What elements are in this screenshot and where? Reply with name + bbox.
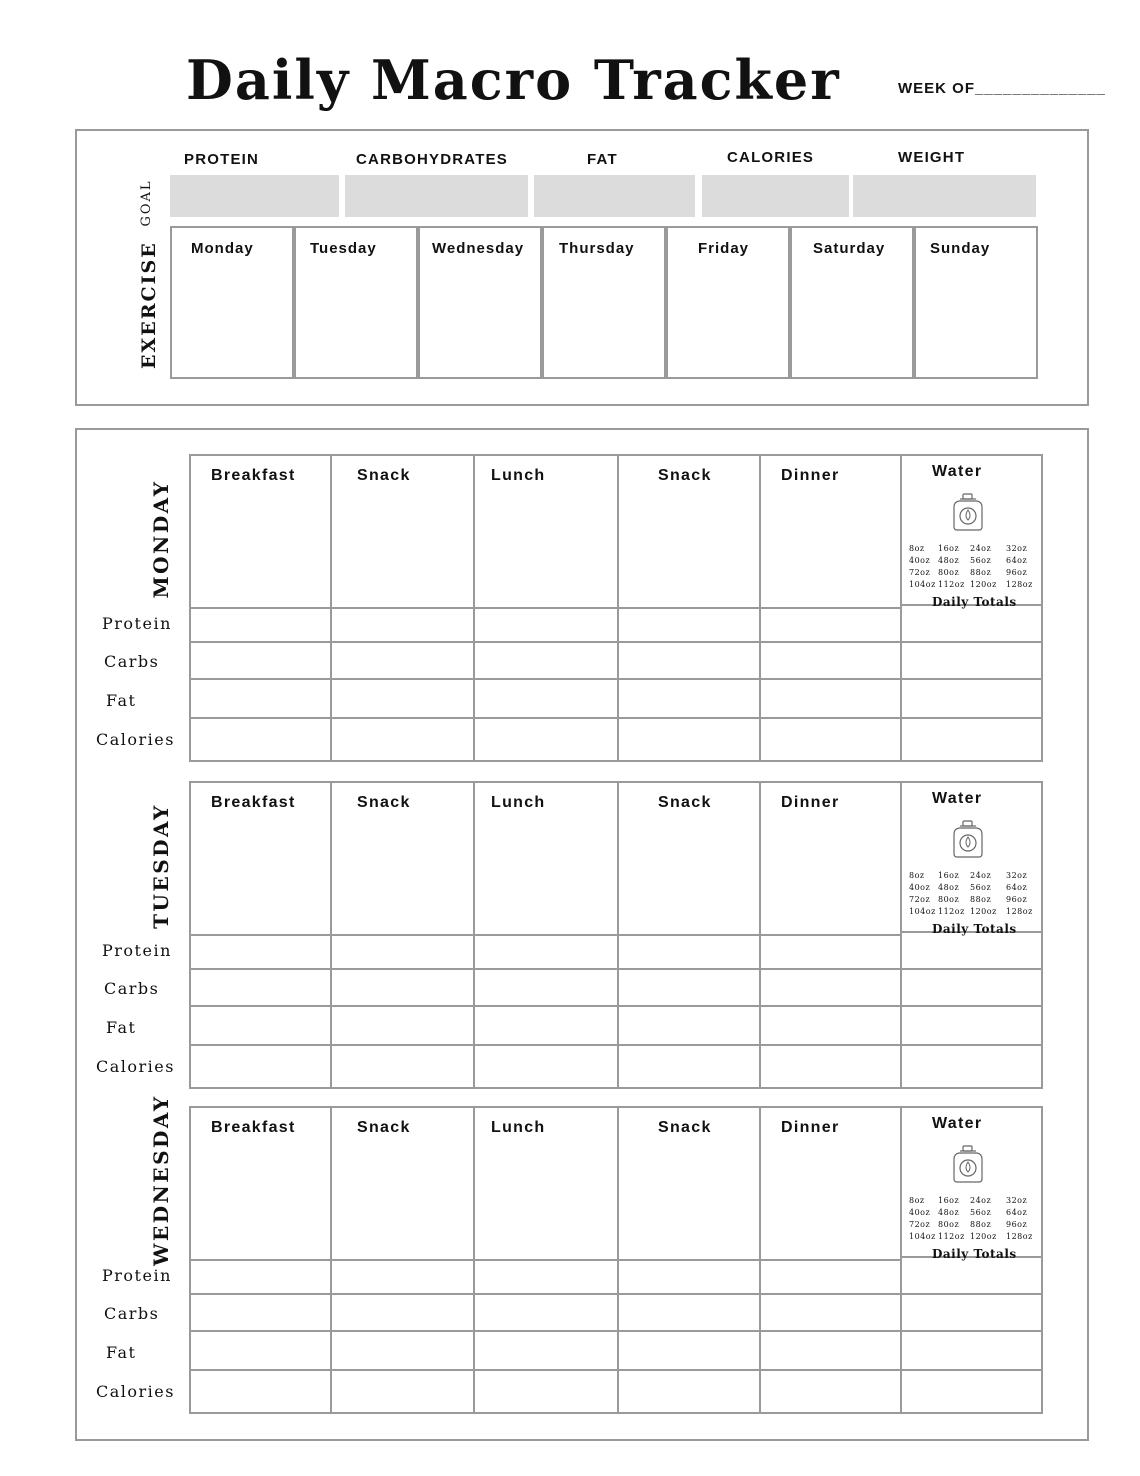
meal-entry-cell[interactable] bbox=[332, 821, 473, 931]
goal-input-calories[interactable] bbox=[702, 175, 849, 217]
macro-entry-cell[interactable] bbox=[902, 1371, 1041, 1412]
macro-row-label: Fat bbox=[106, 1343, 137, 1362]
macro-entry-cell[interactable] bbox=[619, 719, 759, 760]
macro-entry-cell[interactable] bbox=[902, 1007, 1041, 1044]
water-ounce-mark[interactable]: 128oz bbox=[1006, 580, 1033, 589]
macro-entry-cell[interactable] bbox=[332, 719, 473, 760]
macro-entry-cell[interactable] bbox=[475, 719, 617, 760]
macro-entry-cell[interactable] bbox=[191, 643, 330, 678]
macro-row-label: Calories bbox=[96, 1382, 175, 1401]
water-jug-icon[interactable] bbox=[951, 1144, 985, 1184]
macro-entry-cell[interactable] bbox=[191, 1295, 330, 1330]
meal-entry-cell[interactable] bbox=[761, 494, 900, 604]
exercise-box-saturday[interactable] bbox=[790, 226, 914, 379]
exercise-day-label: Tuesday bbox=[310, 240, 377, 257]
macro-entry-cell[interactable] bbox=[761, 970, 900, 1005]
macro-entry-cell[interactable] bbox=[902, 1046, 1041, 1087]
macro-entry-cell[interactable] bbox=[332, 680, 473, 717]
meal-header: Snack bbox=[357, 467, 411, 484]
water-ounce-mark[interactable]: 56oz bbox=[970, 1208, 992, 1217]
water-header: Water bbox=[932, 463, 983, 480]
exercise-day-label: Sunday bbox=[930, 240, 991, 257]
macro-entry-cell[interactable] bbox=[332, 1332, 473, 1369]
macro-entry-cell[interactable] bbox=[761, 936, 900, 968]
macro-entry-cell[interactable] bbox=[619, 970, 759, 1005]
water-ounce-mark[interactable]: 88oz bbox=[970, 1220, 992, 1229]
water-ounce-mark[interactable]: 16oz bbox=[938, 871, 960, 880]
macro-entry-cell[interactable] bbox=[761, 719, 900, 760]
exercise-day-label: Wednesday bbox=[432, 240, 525, 257]
macro-entry-cell[interactable] bbox=[191, 719, 330, 760]
water-ounce-mark[interactable]: 64oz bbox=[1006, 556, 1028, 565]
exercise-day-label: Monday bbox=[191, 240, 254, 257]
meal-entry-cell[interactable] bbox=[332, 494, 473, 604]
water-ounce-mark[interactable]: 32oz bbox=[1006, 1196, 1028, 1205]
macro-entry-cell[interactable] bbox=[761, 1332, 900, 1369]
macro-entry-cell[interactable] bbox=[761, 1295, 900, 1330]
goal-input-fat[interactable] bbox=[534, 175, 695, 217]
macro-entry-cell[interactable] bbox=[191, 1046, 330, 1087]
exercise-day-label: Saturday bbox=[813, 240, 886, 257]
meal-header: Snack bbox=[357, 1119, 411, 1136]
exercise-box-sunday[interactable] bbox=[914, 226, 1038, 379]
water-ounce-mark[interactable]: 16oz bbox=[938, 1196, 960, 1205]
macro-entry-cell[interactable] bbox=[619, 1046, 759, 1087]
macro-entry-cell[interactable] bbox=[475, 1007, 617, 1044]
meal-header: Snack bbox=[658, 1119, 712, 1136]
water-ounce-mark[interactable]: 24oz bbox=[970, 871, 992, 880]
water-ounce-mark[interactable]: 16oz bbox=[938, 544, 960, 553]
exercise-box-thursday[interactable] bbox=[542, 226, 666, 379]
meal-entry-cell[interactable] bbox=[619, 821, 759, 931]
macro-row-label: Calories bbox=[96, 730, 175, 749]
macro-row-label: Protein bbox=[102, 614, 172, 633]
macro-entry-cell[interactable] bbox=[475, 680, 617, 717]
meal-header: Lunch bbox=[491, 1119, 546, 1136]
goal-input-weight[interactable] bbox=[853, 175, 1036, 217]
macro-entry-cell[interactable] bbox=[191, 1371, 330, 1412]
water-ounce-mark[interactable]: 24oz bbox=[970, 1196, 992, 1205]
meal-entry-cell[interactable] bbox=[475, 1146, 617, 1256]
macro-entry-cell[interactable] bbox=[902, 609, 1041, 641]
macro-row-label: Calories bbox=[96, 1057, 175, 1076]
macro-entry-cell[interactable] bbox=[761, 1007, 900, 1044]
meal-header: Lunch bbox=[491, 467, 546, 484]
meal-entry-cell[interactable] bbox=[191, 821, 330, 931]
water-ounce-mark[interactable]: 24oz bbox=[970, 544, 992, 553]
meal-header: Snack bbox=[658, 794, 712, 811]
meal-entry-cell[interactable] bbox=[332, 1146, 473, 1256]
macro-entry-cell[interactable] bbox=[902, 936, 1041, 968]
macro-entry-cell[interactable] bbox=[902, 970, 1041, 1005]
page-title: Daily Macro Tracker bbox=[186, 48, 841, 112]
water-ounce-mark[interactable]: 72oz bbox=[909, 895, 931, 904]
macro-entry-cell[interactable] bbox=[619, 936, 759, 968]
macro-entry-cell[interactable] bbox=[761, 1261, 900, 1293]
exercise-box-friday[interactable] bbox=[666, 226, 790, 379]
water-ounce-mark[interactable]: 80oz bbox=[938, 568, 960, 577]
macro-entry-cell[interactable] bbox=[902, 1295, 1041, 1330]
macro-entry-cell[interactable] bbox=[475, 1295, 617, 1330]
water-ounce-mark[interactable]: 96oz bbox=[1006, 895, 1028, 904]
water-ounce-mark[interactable]: 8oz bbox=[909, 544, 925, 553]
daily-totals-label: Daily Totals bbox=[932, 1247, 1017, 1261]
macro-entry-cell[interactable] bbox=[332, 1007, 473, 1044]
goal-side-label: GOAL bbox=[139, 179, 154, 227]
day-label-wednesday: WEDNESDAY bbox=[149, 1094, 173, 1266]
macro-entry-cell[interactable] bbox=[475, 936, 617, 968]
macro-entry-cell[interactable] bbox=[619, 680, 759, 717]
macro-entry-cell[interactable] bbox=[475, 970, 617, 1005]
goal-header-weight: WEIGHT bbox=[898, 149, 966, 166]
water-ounce-mark[interactable]: 128oz bbox=[1006, 907, 1033, 916]
goal-header-calories: CALORIES bbox=[727, 149, 815, 166]
day-label-monday: MONDAY bbox=[149, 479, 173, 599]
water-ounce-mark[interactable]: 72oz bbox=[909, 568, 931, 577]
macro-entry-cell[interactable] bbox=[761, 1371, 900, 1412]
meal-entry-cell[interactable] bbox=[475, 821, 617, 931]
macro-entry-cell[interactable] bbox=[619, 1295, 759, 1330]
macro-entry-cell[interactable] bbox=[191, 936, 330, 968]
water-ounce-mark[interactable]: 40oz bbox=[909, 556, 931, 565]
macro-entry-cell[interactable] bbox=[191, 1332, 330, 1369]
water-ounce-mark[interactable]: 120oz bbox=[970, 580, 997, 589]
water-jug-icon[interactable] bbox=[951, 492, 985, 532]
meal-header: Breakfast bbox=[211, 1119, 296, 1136]
exercise-day-label: Thursday bbox=[559, 240, 635, 257]
water-ounce-mark[interactable]: 40oz bbox=[909, 1208, 931, 1217]
macro-entry-cell[interactable] bbox=[191, 680, 330, 717]
goal-header-fat: FAT bbox=[587, 151, 618, 168]
macro-entry-cell[interactable] bbox=[332, 1261, 473, 1293]
water-ounce-mark[interactable]: 40oz bbox=[909, 883, 931, 892]
macro-entry-cell[interactable] bbox=[332, 1371, 473, 1412]
meal-header: Dinner bbox=[781, 794, 840, 811]
macro-entry-cell[interactable] bbox=[332, 1295, 473, 1330]
water-ounce-mark[interactable]: 8oz bbox=[909, 1196, 925, 1205]
macro-row-label: Protein bbox=[102, 941, 172, 960]
macro-entry-cell[interactable] bbox=[332, 936, 473, 968]
macro-entry-cell[interactable] bbox=[475, 609, 617, 641]
meal-entry-cell[interactable] bbox=[475, 494, 617, 604]
exercise-side-label: EXERCISE bbox=[138, 241, 160, 369]
week-of-field[interactable]: WEEK OF______________ bbox=[898, 80, 1106, 97]
meal-header: Snack bbox=[658, 467, 712, 484]
macro-entry-cell[interactable] bbox=[619, 1332, 759, 1369]
macro-entry-cell[interactable] bbox=[619, 1007, 759, 1044]
goal-header-carbohydrates: CARBOHYDRATES bbox=[356, 151, 508, 168]
macro-entry-cell[interactable] bbox=[191, 1261, 330, 1293]
water-header: Water bbox=[932, 790, 983, 807]
meal-header: Snack bbox=[357, 794, 411, 811]
meal-header: Lunch bbox=[491, 794, 546, 811]
macro-entry-cell[interactable] bbox=[902, 1332, 1041, 1369]
goal-input-protein[interactable] bbox=[170, 175, 339, 217]
macro-entry-cell[interactable] bbox=[475, 1261, 617, 1293]
water-ounce-mark[interactable]: 48oz bbox=[938, 556, 960, 565]
water-ounce-mark[interactable]: 112oz bbox=[938, 907, 965, 916]
water-ounce-mark[interactable]: 112oz bbox=[938, 580, 965, 589]
macro-entry-cell[interactable] bbox=[619, 609, 759, 641]
macro-entry-cell[interactable] bbox=[761, 680, 900, 717]
goal-input-carbohydrates[interactable] bbox=[345, 175, 528, 217]
water-jug-icon[interactable] bbox=[951, 819, 985, 859]
water-header: Water bbox=[932, 1115, 983, 1132]
meal-entry-cell[interactable] bbox=[619, 1146, 759, 1256]
meal-entry-cell[interactable] bbox=[761, 1146, 900, 1256]
daily-totals-label: Daily Totals bbox=[932, 595, 1017, 609]
macro-entry-cell[interactable] bbox=[761, 643, 900, 678]
water-ounce-mark[interactable]: 104oz bbox=[909, 1232, 936, 1241]
water-ounce-mark[interactable]: 48oz bbox=[938, 883, 960, 892]
meal-entry-cell[interactable] bbox=[761, 821, 900, 931]
exercise-day-label: Friday bbox=[698, 240, 750, 257]
macro-entry-cell[interactable] bbox=[902, 1261, 1041, 1293]
macro-entry-cell[interactable] bbox=[761, 609, 900, 641]
water-ounce-mark[interactable]: 112oz bbox=[938, 1232, 965, 1241]
macro-entry-cell[interactable] bbox=[332, 1046, 473, 1087]
macro-entry-cell[interactable] bbox=[475, 1371, 617, 1412]
macro-entry-cell[interactable] bbox=[902, 643, 1041, 678]
macro-row-label: Carbs bbox=[104, 1304, 160, 1323]
macro-entry-cell[interactable] bbox=[619, 643, 759, 678]
water-ounce-mark[interactable]: 120oz bbox=[970, 907, 997, 916]
goal-header-protein: PROTEIN bbox=[184, 151, 260, 168]
water-ounce-mark[interactable]: 104oz bbox=[909, 907, 936, 916]
meal-header: Dinner bbox=[781, 1119, 840, 1136]
day-label-tuesday: TUESDAY bbox=[149, 803, 173, 929]
macro-entry-cell[interactable] bbox=[619, 1371, 759, 1412]
meal-entry-cell[interactable] bbox=[191, 494, 330, 604]
macro-entry-cell[interactable] bbox=[902, 680, 1041, 717]
water-ounce-mark[interactable]: 56oz bbox=[970, 556, 992, 565]
meal-header: Breakfast bbox=[211, 467, 296, 484]
water-ounce-mark[interactable]: 32oz bbox=[1006, 544, 1028, 553]
macro-entry-cell[interactable] bbox=[761, 1046, 900, 1087]
water-ounce-mark[interactable]: 56oz bbox=[970, 883, 992, 892]
meal-entry-cell[interactable] bbox=[191, 1146, 330, 1256]
water-ounce-mark[interactable]: 80oz bbox=[938, 895, 960, 904]
macro-entry-cell[interactable] bbox=[902, 719, 1041, 760]
exercise-box-monday[interactable] bbox=[170, 226, 294, 379]
water-ounce-mark[interactable]: 80oz bbox=[938, 1220, 960, 1229]
meal-header: Breakfast bbox=[211, 794, 296, 811]
macro-row-label: Fat bbox=[106, 1018, 137, 1037]
water-ounce-mark[interactable]: 32oz bbox=[1006, 871, 1028, 880]
water-ounce-mark[interactable]: 64oz bbox=[1006, 1208, 1028, 1217]
macro-row-label: Fat bbox=[106, 691, 137, 710]
macro-entry-cell[interactable] bbox=[619, 1261, 759, 1293]
macro-row-label: Carbs bbox=[104, 652, 160, 671]
macro-entry-cell[interactable] bbox=[332, 609, 473, 641]
macro-entry-cell[interactable] bbox=[475, 643, 617, 678]
exercise-box-tuesday[interactable] bbox=[294, 226, 418, 379]
water-ounce-mark[interactable]: 96oz bbox=[1006, 1220, 1028, 1229]
water-ounce-mark[interactable]: 120oz bbox=[970, 1232, 997, 1241]
macro-entry-cell[interactable] bbox=[475, 1046, 617, 1087]
meal-header: Dinner bbox=[781, 467, 840, 484]
water-ounce-mark[interactable]: 104oz bbox=[909, 580, 936, 589]
macro-entry-cell[interactable] bbox=[191, 1007, 330, 1044]
water-ounce-mark[interactable]: 88oz bbox=[970, 568, 992, 577]
macro-entry-cell[interactable] bbox=[475, 1332, 617, 1369]
water-ounce-mark[interactable]: 128oz bbox=[1006, 1232, 1033, 1241]
macro-entry-cell[interactable] bbox=[332, 970, 473, 1005]
water-ounce-mark[interactable]: 48oz bbox=[938, 1208, 960, 1217]
water-ounce-mark[interactable]: 64oz bbox=[1006, 883, 1028, 892]
meal-entry-cell[interactable] bbox=[619, 494, 759, 604]
macro-entry-cell[interactable] bbox=[332, 643, 473, 678]
daily-totals-label: Daily Totals bbox=[932, 922, 1017, 936]
water-ounce-mark[interactable]: 8oz bbox=[909, 871, 925, 880]
macro-entry-cell[interactable] bbox=[191, 970, 330, 1005]
macro-row-label: Protein bbox=[102, 1266, 172, 1285]
water-ounce-mark[interactable]: 96oz bbox=[1006, 568, 1028, 577]
macro-entry-cell[interactable] bbox=[191, 609, 330, 641]
exercise-box-wednesday[interactable] bbox=[418, 226, 542, 379]
water-ounce-mark[interactable]: 88oz bbox=[970, 895, 992, 904]
macro-row-label: Carbs bbox=[104, 979, 160, 998]
water-ounce-mark[interactable]: 72oz bbox=[909, 1220, 931, 1229]
